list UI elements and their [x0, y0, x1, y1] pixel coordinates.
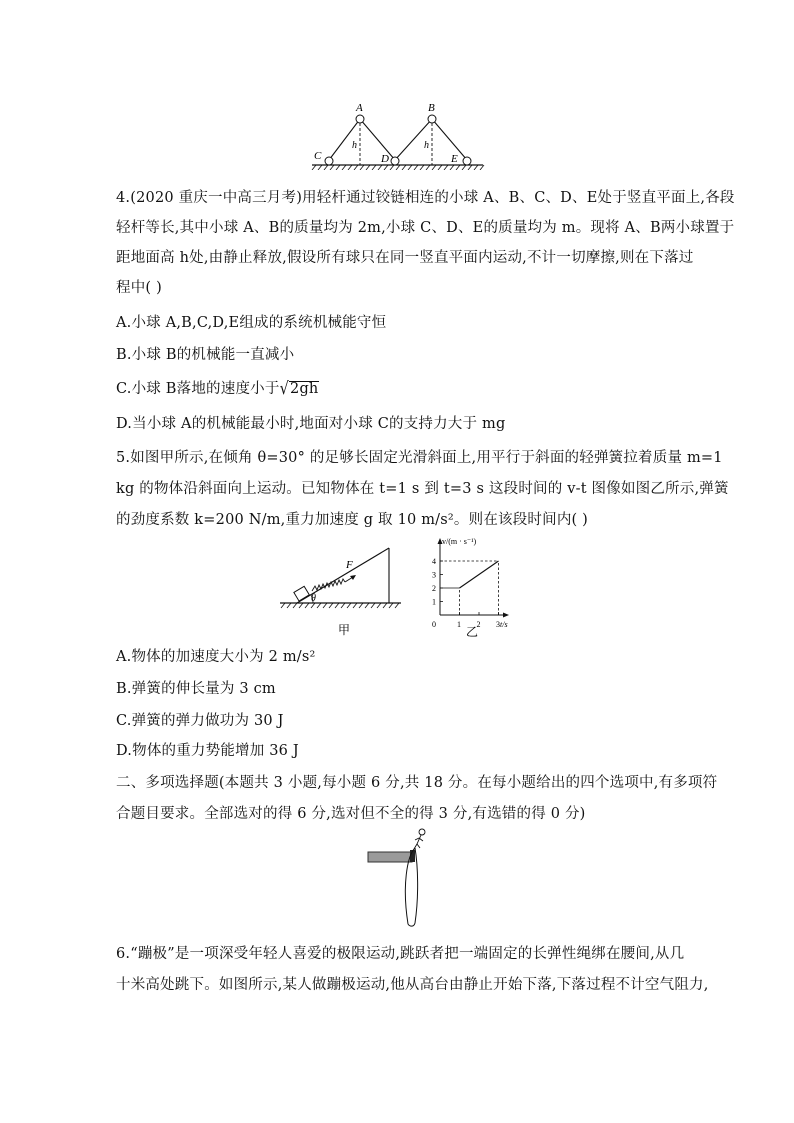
y-tick-label: 4 — [432, 557, 436, 566]
q4-option-c — [116, 377, 319, 398]
label-e: E — [451, 153, 458, 165]
q5-option-d: D.物体的重力势能增加 36 J — [116, 743, 299, 759]
x-tick-label: 3 — [496, 620, 500, 629]
q6-line-1: 6.“蹦极”是一项深受年轻人喜爱的极限运动,跳跃者把一端固定的长弹性绳绑在腰间,从几 — [116, 946, 685, 962]
q4-option-b: B.小球 B的机械能一直减小 — [116, 347, 295, 363]
ball-c — [325, 157, 333, 165]
ball-e — [463, 157, 471, 165]
y-tick-label: 3 — [432, 570, 436, 580]
origin-label: 0 — [432, 620, 436, 629]
section2-line-2: 合题目要求。全部选对的得 6 分,选对但不全的得 3 分,有选错的得 0 分) — [116, 806, 586, 822]
ball-a — [356, 115, 364, 123]
q5-option-a: A.物体的加速度大小为 2 m/s² — [116, 649, 316, 665]
q4-line-2: 轻杆等长,其中小球 A、B的质量均为 2m,小球 C、D、E的质量均为 m。现将 A、B两小球置于 — [116, 220, 735, 236]
y-tick-label: 1 — [432, 597, 436, 607]
q5-option-c: C.弹簧的弹力做功为 30 J — [116, 713, 284, 729]
incline-figure — [275, 540, 405, 640]
q4-line-4: 程中( ) — [116, 280, 162, 296]
y-tick-label: 2 — [432, 584, 436, 593]
block — [294, 586, 309, 601]
q4-option-a: A.小球 A,B,C,D,E组成的系统机械能守恒 — [116, 315, 387, 331]
force-label: F — [346, 559, 353, 571]
spring — [312, 579, 345, 591]
ball-d — [391, 157, 399, 165]
angle-label: θ — [311, 593, 316, 604]
section2-line-1: 二、多项选择题(本题共 3 小题,每小题 6 分,共 18 分。在每小题给出的四个选项中,有多项符 — [116, 775, 718, 791]
force-arrow-icon — [350, 575, 356, 580]
q5-line-1: 5.如图甲所示,在倾角 θ=30° 的足够长固定光滑斜面上,用平行于斜面的轻弹簧拉着质量 m=1 — [116, 450, 723, 466]
jumper-head — [419, 829, 425, 835]
linkage-figure — [310, 98, 485, 170]
label-c: C — [314, 150, 322, 162]
rods — [329, 119, 467, 160]
q4-option-c-text: C.小球 B落地的速度小于 — [116, 381, 280, 397]
q5-line-2: kg 的物体沿斜面向上运动。已知物体在 t=1 s 到 t=3 s 这段时间的 v-t 图像如图乙所示,弹簧 — [116, 481, 729, 497]
q4-line-3: 距地面高 h处,由静止释放,假设所有球只在同一竖直平面内运动,不计一切摩擦,则在下落过 — [116, 250, 694, 266]
label-d: D — [381, 153, 389, 165]
ground-hatch — [312, 165, 484, 170]
q5-line-3: 的劲度系数 k=200 N/m,重力加速度 g 取 10 m/s²。则在该段时间内( ) — [116, 512, 589, 528]
q4-option-d: D.当小球 A的机械能最小时,地面对小球 C的支持力大于 mg — [116, 416, 506, 432]
label-h2: h — [424, 140, 429, 151]
caption-yi: 乙 — [466, 625, 479, 639]
q4-option-c-sqrt: 2gh — [290, 381, 319, 397]
x-axis-arrow-icon — [503, 613, 509, 618]
x-tick-label: 2 — [476, 620, 481, 629]
ball-b — [428, 115, 436, 123]
incline-ground-hatch — [281, 603, 399, 608]
x-axis-label: t/s — [500, 620, 508, 629]
sqrt-icon: √ — [279, 379, 290, 399]
y-axis-label: v/(m · s⁻¹) — [442, 537, 477, 546]
vt-chart — [418, 535, 518, 640]
label-a: A — [356, 102, 363, 114]
label-h1: h — [352, 140, 357, 151]
platform — [368, 852, 412, 862]
velocity-series-line — [460, 561, 499, 588]
label-b: B — [428, 102, 435, 114]
q5-option-b: B.弹簧的伸长量为 3 cm — [116, 681, 276, 697]
x-tick-label: 1 — [457, 620, 461, 629]
bungee-figure — [362, 826, 432, 930]
q4-line-1: 4.(2020 重庆一中高三月考)用轻杆通过铰链相连的小球 A、B、C、D、E处于竖直平面上,各段 — [116, 190, 735, 206]
q6-line-2: 十米高处跳下。如图所示,某人做蹦极运动,他从高台由静止开始下落,下落过程不计空气阻力, — [116, 977, 709, 993]
caption-jia: 甲 — [338, 623, 351, 637]
jumper-body — [414, 835, 423, 849]
